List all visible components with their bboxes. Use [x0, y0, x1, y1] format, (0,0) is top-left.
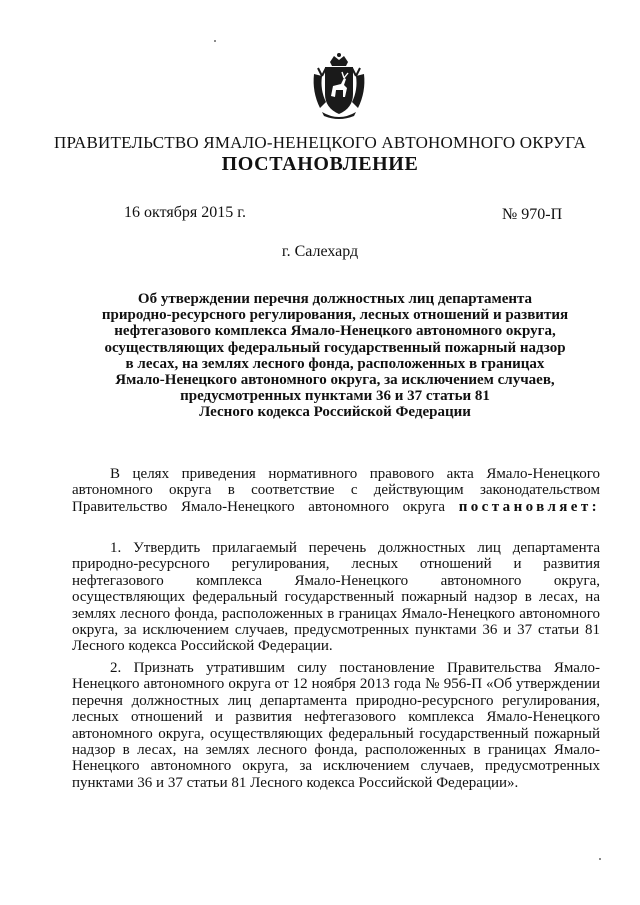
decree-word: постановляет:	[458, 498, 600, 515]
heading-line: предусмотренных пунктами 36 и 37 статьи 81	[180, 388, 490, 405]
text-line: осуществляющих федеральный государственный пожарный надзор в лесах, на	[72, 589, 600, 606]
text-line: автономного округа, осуществляющих федеральный государственный пожарный	[72, 725, 600, 742]
text-line: природно-ресурсного регулирования, лесных отношений и развития	[72, 556, 600, 573]
document-date: 16 октября 2015 г.	[124, 204, 246, 221]
text-line: надзор в лесах, на землях лесного фонда, расположенных в границах Ямало-	[72, 741, 600, 758]
text-line: 1. Утвердить прилагаемый перечень должностных лиц департамента	[110, 540, 600, 556]
document-city: г. Салехард	[281, 243, 359, 260]
coat-of-arms-icon	[308, 52, 370, 120]
heading-line: Лесного кодекса Российской Федерации	[199, 404, 471, 421]
text-line: Ненецкого автономного округа от 12 ноября 2013 года № 956-П «Об утверждении	[72, 676, 600, 693]
text-line: лесных отношений и развития нефтегазового комплекса Ямало-Ненецкого	[72, 709, 600, 726]
intro-paragraph	[72, 466, 600, 515]
scan-speck	[599, 858, 601, 860]
document-number: № 970-П	[502, 206, 563, 223]
paragraph-2	[72, 660, 600, 791]
heading-line: в лесах, на землях лесного фонда, расположенных в границах	[125, 355, 545, 372]
text-line: Лесного кодекса Российской Федерации.	[72, 638, 333, 655]
heading-line: Ямало-Ненецкого автономного округа, за исключением случаев,	[115, 372, 555, 389]
text-line: Ненецкого автономного округа, за исключением случаев, предусмотренных	[72, 758, 600, 775]
text-line: 2. Признать утратившим силу постановление Правительства Ямало-	[110, 660, 600, 676]
text-line: нефтегазового комплекса Ямало-Ненецкого автономного округа,	[72, 572, 600, 589]
text-line: В целях приведения нормативного правового акта Ямало-Ненецкого	[110, 466, 600, 482]
heading-line: осуществляющих федеральный государственный пожарный надзор	[104, 339, 566, 356]
text-line: перечня должностных лиц департамента природно-ресурсного регулирования,	[72, 692, 600, 709]
text-line: землях лесного фонда, расположенных в границах Ямало-Ненецкого автономного	[72, 605, 600, 622]
text-line	[72, 499, 600, 515]
text-line: округа, за исключением случаев, предусмотренных пунктами 36 и 37 статьи 81	[72, 621, 600, 638]
text-line: автономного округа в соответствие с действующим законодательством	[72, 482, 600, 499]
intro-last-line: Правительство Ямало-Ненецкого автономного округа	[72, 498, 446, 515]
document-type: ПОСТАНОВЛЕНИЕ	[221, 153, 419, 175]
heading-line: Об утверждении перечня должностных лиц департамента	[137, 291, 533, 307]
heading-line: природно-ресурсного регулирования, лесных отношений и развития	[101, 307, 569, 324]
paragraph-1	[72, 540, 600, 655]
heading-line: нефтегазового комплекса Ямало-Ненецкого автономного округа,	[114, 323, 556, 340]
text-line: пунктами 36 и 37 статьи 81 Лесного кодекса Российской Федерации».	[72, 774, 519, 791]
scan-speck	[214, 40, 216, 42]
document-heading	[80, 291, 590, 421]
government-title: ПРАВИТЕЛЬСТВО ЯМАЛО-НЕНЕЦКОГО АВТОНОМНОГО ОКРУГА	[54, 133, 586, 152]
